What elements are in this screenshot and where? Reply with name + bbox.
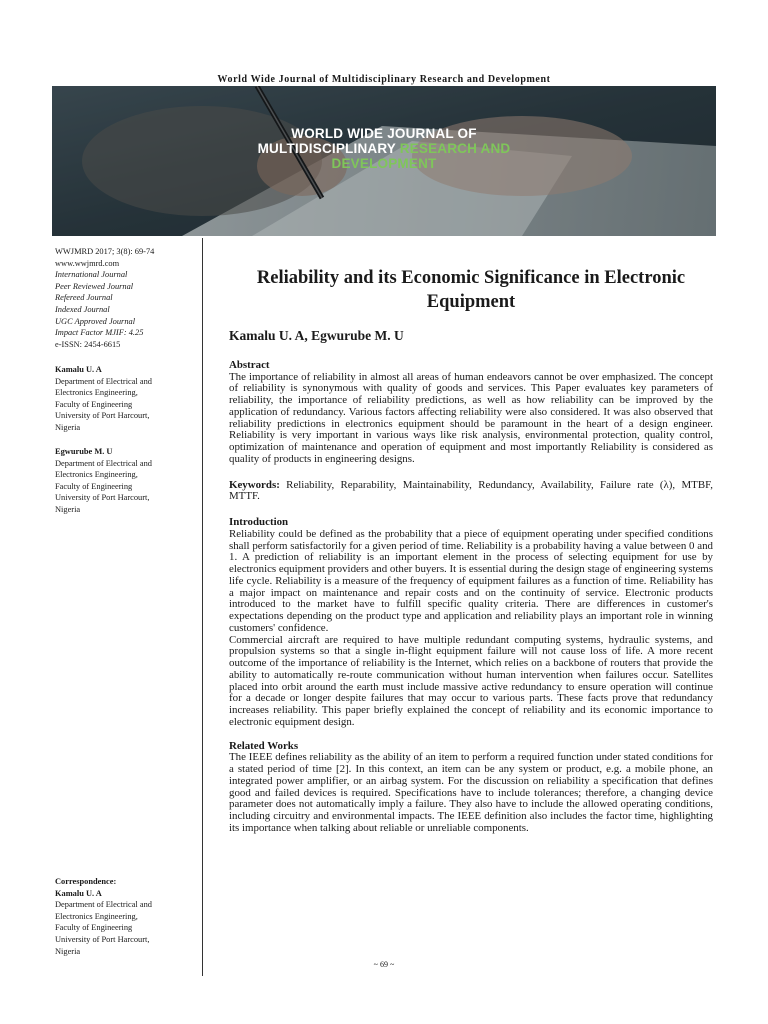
author-1-block xyxy=(55,364,195,434)
correspondence-label: Correspondence: xyxy=(55,877,117,886)
journal-header: World Wide Journal of Multidisciplinary Research and Development xyxy=(217,74,551,85)
banner-line-1: WORLD WIDE JOURNAL OF xyxy=(291,126,477,141)
banner-line-2-green: RESEARCH AND xyxy=(399,141,511,156)
correspondence-affil-line: University of Port Harcourt, xyxy=(55,934,150,944)
abstract-heading: Abstract xyxy=(229,358,270,371)
meta-website[interactable]: www.wwjmrd.com xyxy=(55,258,120,268)
author-1-affil-line: Department of Electrical and xyxy=(55,376,152,386)
author-1-name: Kamalu U. A xyxy=(55,365,102,374)
author-1-affil-line: Nigeria xyxy=(55,422,81,432)
page-number: ~ 69 ~ xyxy=(373,960,395,969)
banner-line-2 xyxy=(52,141,716,156)
correspondence-affil-line: Department of Electrical and xyxy=(55,900,152,910)
introduction-heading: Introduction xyxy=(229,516,289,528)
author-1-affil-line: Electronics Engineering, xyxy=(55,388,138,398)
author-2-affil-line: Faculty of Engineering xyxy=(55,481,133,491)
correspondence-name: Kamalu U. A xyxy=(55,888,102,898)
author-1-affil-line: University of Port Harcourt, xyxy=(55,411,150,421)
meta-ugc: UGC Approved Journal xyxy=(55,316,136,326)
author-2-affil-line: Electronics Engineering, xyxy=(55,470,138,480)
keywords xyxy=(229,480,713,504)
meta-peer-reviewed: Peer Reviewed Journal xyxy=(55,281,134,291)
meta-impact-factor: Impact Factor MJIF: 4.25 xyxy=(55,328,144,338)
meta-indexed: Indexed Journal xyxy=(55,304,110,314)
meta-refereed: Refereed Journal xyxy=(55,293,113,303)
abstract-text: The importance of reliability in almost all areas of human endeavors cannot be over emphasized. The concept of reliability is synonymous with quality of goods and services. This Paper evaluates key parameters of reliability, the importance of reliability predictions, as well as how reliability can be improved by the application of redundancy. Various factors affecting reliability were also considered. It was also observed that reliability predictions in electronics equipment should be paramount in the heart of a design engineer. Reliability is very important in various ways like risk analysis, environmental protection, quality control, optimization of maintenance and operation of equipment and most importantly Reliability is considered as quality of products in engineering designs. xyxy=(229,370,713,465)
author-2-affil-line: University of Port Harcourt, xyxy=(55,493,150,503)
author-2-block xyxy=(55,446,195,516)
article-body xyxy=(229,266,713,835)
author-2-affil-line: Department of Electrical and xyxy=(55,458,152,468)
author-2-name: Egwurube M. U xyxy=(55,447,113,456)
banner-line-3: DEVELOPMENT xyxy=(331,156,437,171)
article-authors: Kamalu U. A, Egwurube M. U xyxy=(229,328,404,343)
correspondence-block xyxy=(55,876,195,957)
keywords-text: Reliability, Reparability, Maintainability, Redundancy, Availability, Failure rate (λ), MTBF, MTTF. xyxy=(229,478,713,503)
banner-line-2-white: MULTIDISCIPLINARY xyxy=(257,141,400,156)
introduction-paragraph-2: Commercial aircraft are required to have multiple redundant computing systems, hydraulic systems, and propulsion systems so that a single in-flight equipment failure will not cause loss of life. A more recent outcome of the importance of reliability is the Internet, which relies on a backbone of routers that provide the ability to automatically re-route communication without human intervention when failures occur. Satellites placed into orbit around the earth must include massive active redundancy to ensure operation will continue for a decade or longer despite failures that may occur to various parts. These facts prove that redundancy increases reliability. This paper briefly explained the concept of reliability and its economic importance to electronic equipment design. xyxy=(229,633,713,728)
meta-issn: e-ISSN: 2454-6615 xyxy=(55,339,121,349)
journal-banner xyxy=(52,86,716,236)
column-divider xyxy=(202,238,203,976)
correspondence-affil-line: Electronics Engineering, xyxy=(55,911,138,921)
journal-meta xyxy=(55,246,195,350)
keywords-label: Keywords: xyxy=(229,478,280,491)
introduction-paragraph-1: Reliability could be defined as the probability that a piece of equipment operating under specified conditions shall perform satisfactorily for a given period of time. Reliability is a probability having a value between 0 and 1. A prediction of reliability is an important element in the process of selecting equipment for use by electronics equipment providers and other buyers. It is essential during the design stage of engineering systems life cycle. Reliability is a measure of the frequency of equipment failures as a function of time. Reliability has a major impact on maintenance and repair costs and on the continuity of service. Electronic products introduced to the market have to fulfill specific quality criteria. There are differences in customer's expectations depending on the product type and application and reliability plays an important role in winning customers' confidence. xyxy=(229,527,713,634)
author-2-affil-line: Nigeria xyxy=(55,504,81,514)
banner-title xyxy=(52,126,716,171)
author-1-affil-line: Faculty of Engineering xyxy=(55,399,133,409)
meta-volume: WWJMRD 2017; 3(8): 69-74 xyxy=(55,247,155,256)
correspondence-affil-line: Faculty of Engineering xyxy=(55,923,133,933)
correspondence-affil-line: Nigeria xyxy=(55,946,81,956)
meta-international: International Journal xyxy=(55,270,128,280)
related-works-paragraph-1: The IEEE defines reliability as the ability of an item to perform a required function under stated conditions for a stated period of time [2]. In this context, an item can be any system or product, e.g. a mobile phone, an integrated power amplifier, or an airbag system. For the discussion on reliability a specification that defines good and failed devices is required. Specifications have to include tolerances; therefore, a changing device parameter does not automatically imply a failure. They also have to include the allowed operating conditions, including circuitry and environmental impacts. The IEEE definition also includes the factor time, highlighting its importance when talking about reliable or unreliable components. xyxy=(229,751,713,834)
article-title: Reliability and its Economic Significance in Electronic Equipment xyxy=(256,268,686,312)
related-works-heading: Related Works xyxy=(229,739,299,752)
